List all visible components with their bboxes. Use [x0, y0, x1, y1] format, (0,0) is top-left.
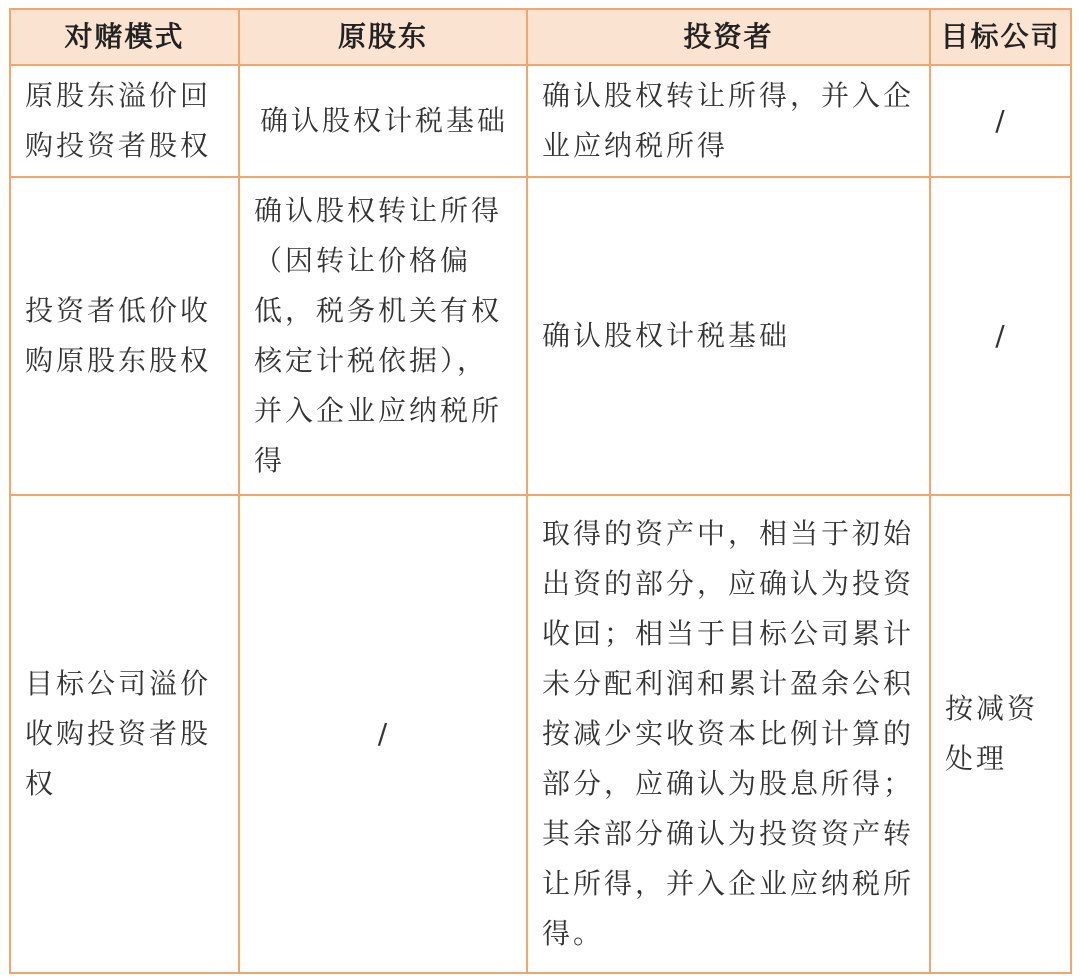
- row-1-investor: 确认股权转让所得，并入企业应纳税所得: [527, 65, 930, 177]
- row-2-mode: 投资者低价收购原股东股权: [10, 177, 239, 495]
- row-3-mode: 目标公司溢价收购投资者股权: [10, 495, 239, 973]
- table-row: [10, 495, 1071, 973]
- header-investor: 投资者: [527, 9, 930, 65]
- row-3-target-company: 按减资处理: [930, 495, 1071, 973]
- gamble-tax-table: [9, 8, 1072, 974]
- row-2-target-company: /: [930, 177, 1071, 495]
- header-original-shareholder: 原股东: [239, 9, 527, 65]
- header-target-company: 目标公司: [930, 9, 1071, 65]
- table-row: [10, 177, 1071, 495]
- table-row: [10, 65, 1071, 177]
- row-1-target-company: /: [930, 65, 1071, 177]
- row-1-mode: 原股东溢价回购投资者股权: [10, 65, 239, 177]
- row-3-investor: 取得的资产中，相当于初始出资的部分，应确认为投资收回；相当于目标公司累计未分配利润和累计盈余公积按减少实收资本比例计算的部分，应确认为股息所得；其余部分确认为投资资产转让所得，并入企业应纳税所得。: [527, 495, 930, 973]
- header-mode: 对赌模式: [10, 9, 239, 65]
- row-1-original-shareholder: 确认股权计税基础: [239, 65, 527, 177]
- table-header-row: [10, 9, 1071, 65]
- row-3-original-shareholder: /: [239, 495, 527, 973]
- row-2-original-shareholder: 确认股权转让所得（因转让价格偏低，税务机关有权核定计税依据），并入企业应纳税所得: [239, 177, 527, 495]
- row-2-investor: 确认股权计税基础: [527, 177, 930, 495]
